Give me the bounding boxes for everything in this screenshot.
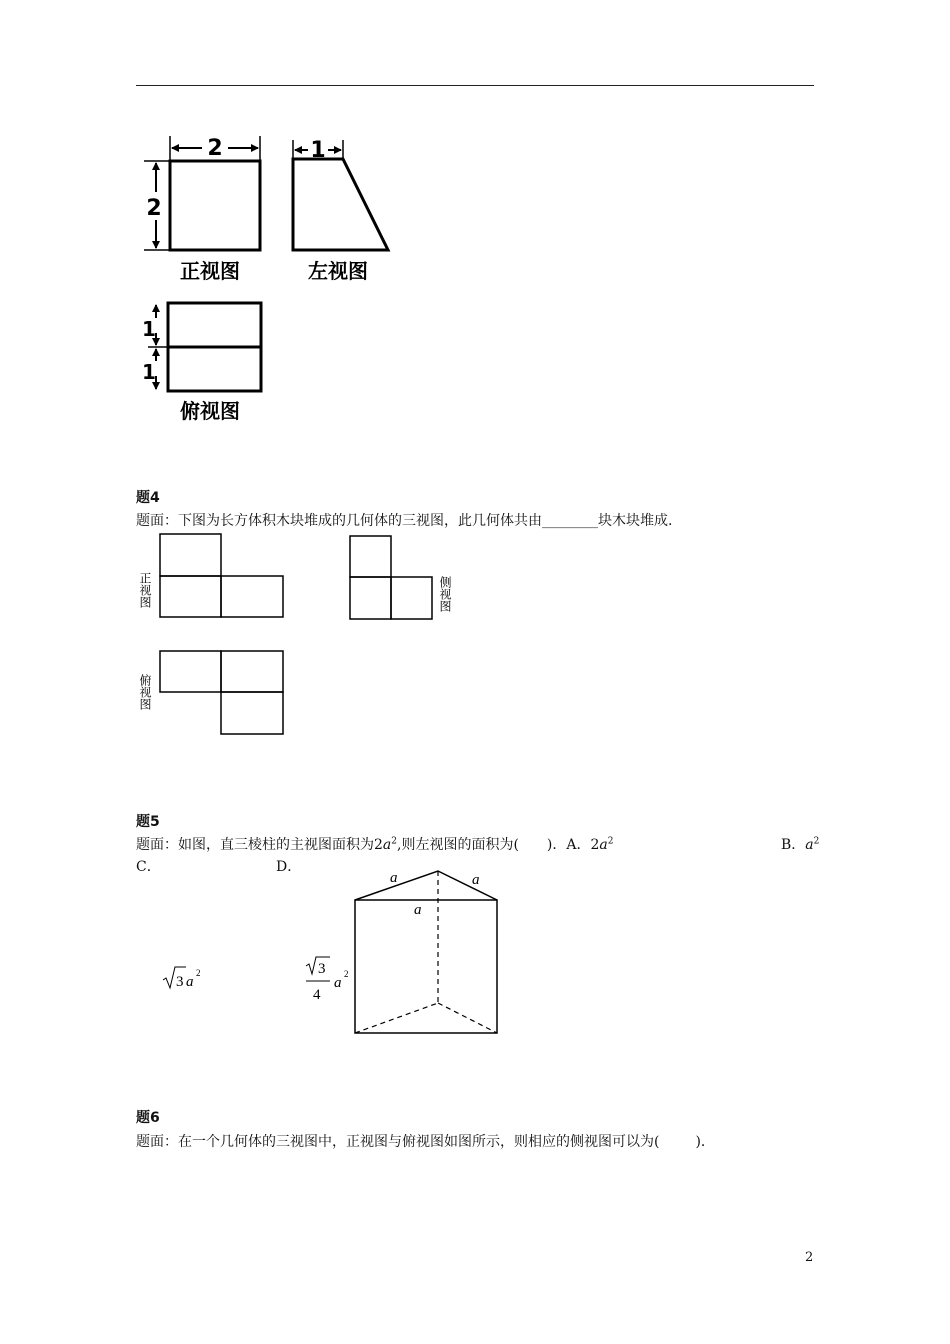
prism-edge-label-front: a (414, 902, 422, 918)
q4-heading: 题4 (136, 490, 160, 506)
q4-text-after: 块木块堆成. (598, 513, 673, 529)
prism-edge-label-left: a (390, 870, 398, 886)
dim-side-width: 1 (310, 138, 326, 163)
label-front-view: 正视图 (180, 259, 240, 283)
page-number: 2 (805, 1250, 814, 1265)
q4-text (136, 510, 672, 530)
q4-text-before: 题面：下图为长方体积木块堆成的几何体的三视图，此几何体共由 (136, 513, 542, 529)
q4-blank: ________ (542, 513, 598, 529)
side-view-trapezoid (293, 159, 388, 250)
q5-line1-sup: 2 (391, 836, 397, 847)
q6-text-after: )． (695, 1134, 715, 1150)
q5-expr-d-var: a (334, 975, 342, 991)
q5-expr-d-sup: 2 (344, 969, 349, 979)
prism-edge-label-right: a (472, 872, 480, 888)
q5-heading: 题5 (136, 814, 160, 830)
q5-option-a: )．A．2 (546, 837, 600, 853)
label-side-view: 左视图 (308, 259, 368, 283)
q6-text-before: 题面：在一个几何体的三视图中，正视图与俯视图如图所示，则相应的侧视图可以为( (136, 1134, 660, 1150)
triangular-prism-figure (340, 860, 520, 1040)
q5-line1-c: ,则左视图的面积为( (397, 837, 519, 853)
dim-front-height: 2 (146, 196, 162, 221)
q5-option-b-label: B． (781, 837, 806, 853)
q5-option-b-var: a (805, 837, 814, 853)
q5-option-b-sup: 2 (813, 836, 820, 847)
front-view-square (170, 161, 260, 250)
q4-label-front: 正视图 (138, 572, 152, 608)
q5-expr-c-root: 3 (176, 974, 184, 990)
q5-expr-d-num: 3 (318, 961, 326, 977)
q4-label-top: 俯视图 (138, 674, 152, 710)
q5-option-a-sup: 2 (607, 836, 614, 847)
dim-top-lower: 1 (142, 360, 156, 384)
q5-option-b (781, 834, 819, 854)
block-three-views (134, 530, 464, 740)
q5-expr-c (162, 964, 212, 992)
q5-option-d: D． (276, 859, 302, 875)
dim-front-width: 2 (207, 136, 223, 161)
three-view-figure-dimensioned (136, 128, 416, 428)
q5-option-a-var: a (599, 837, 608, 853)
q4-label-side: 侧视图 (438, 576, 452, 612)
dim-top-upper: 1 (142, 317, 156, 341)
q5-line1-a: 题面：如图，直三棱柱的主视图面积为2 (136, 837, 383, 853)
label-top-view: 俯视图 (180, 399, 240, 423)
q6-text (136, 1131, 715, 1151)
q6-heading: 题6 (136, 1110, 160, 1126)
q5-line1-b: a (382, 837, 392, 853)
q5-line1 (136, 834, 614, 854)
q5-expr-c-var: a (186, 974, 194, 990)
q5-expr-d-den: 4 (313, 987, 321, 1003)
header-rule (136, 85, 814, 86)
q5-expr-c-sup: 2 (196, 968, 201, 978)
q5-option-c: C． (136, 859, 161, 875)
